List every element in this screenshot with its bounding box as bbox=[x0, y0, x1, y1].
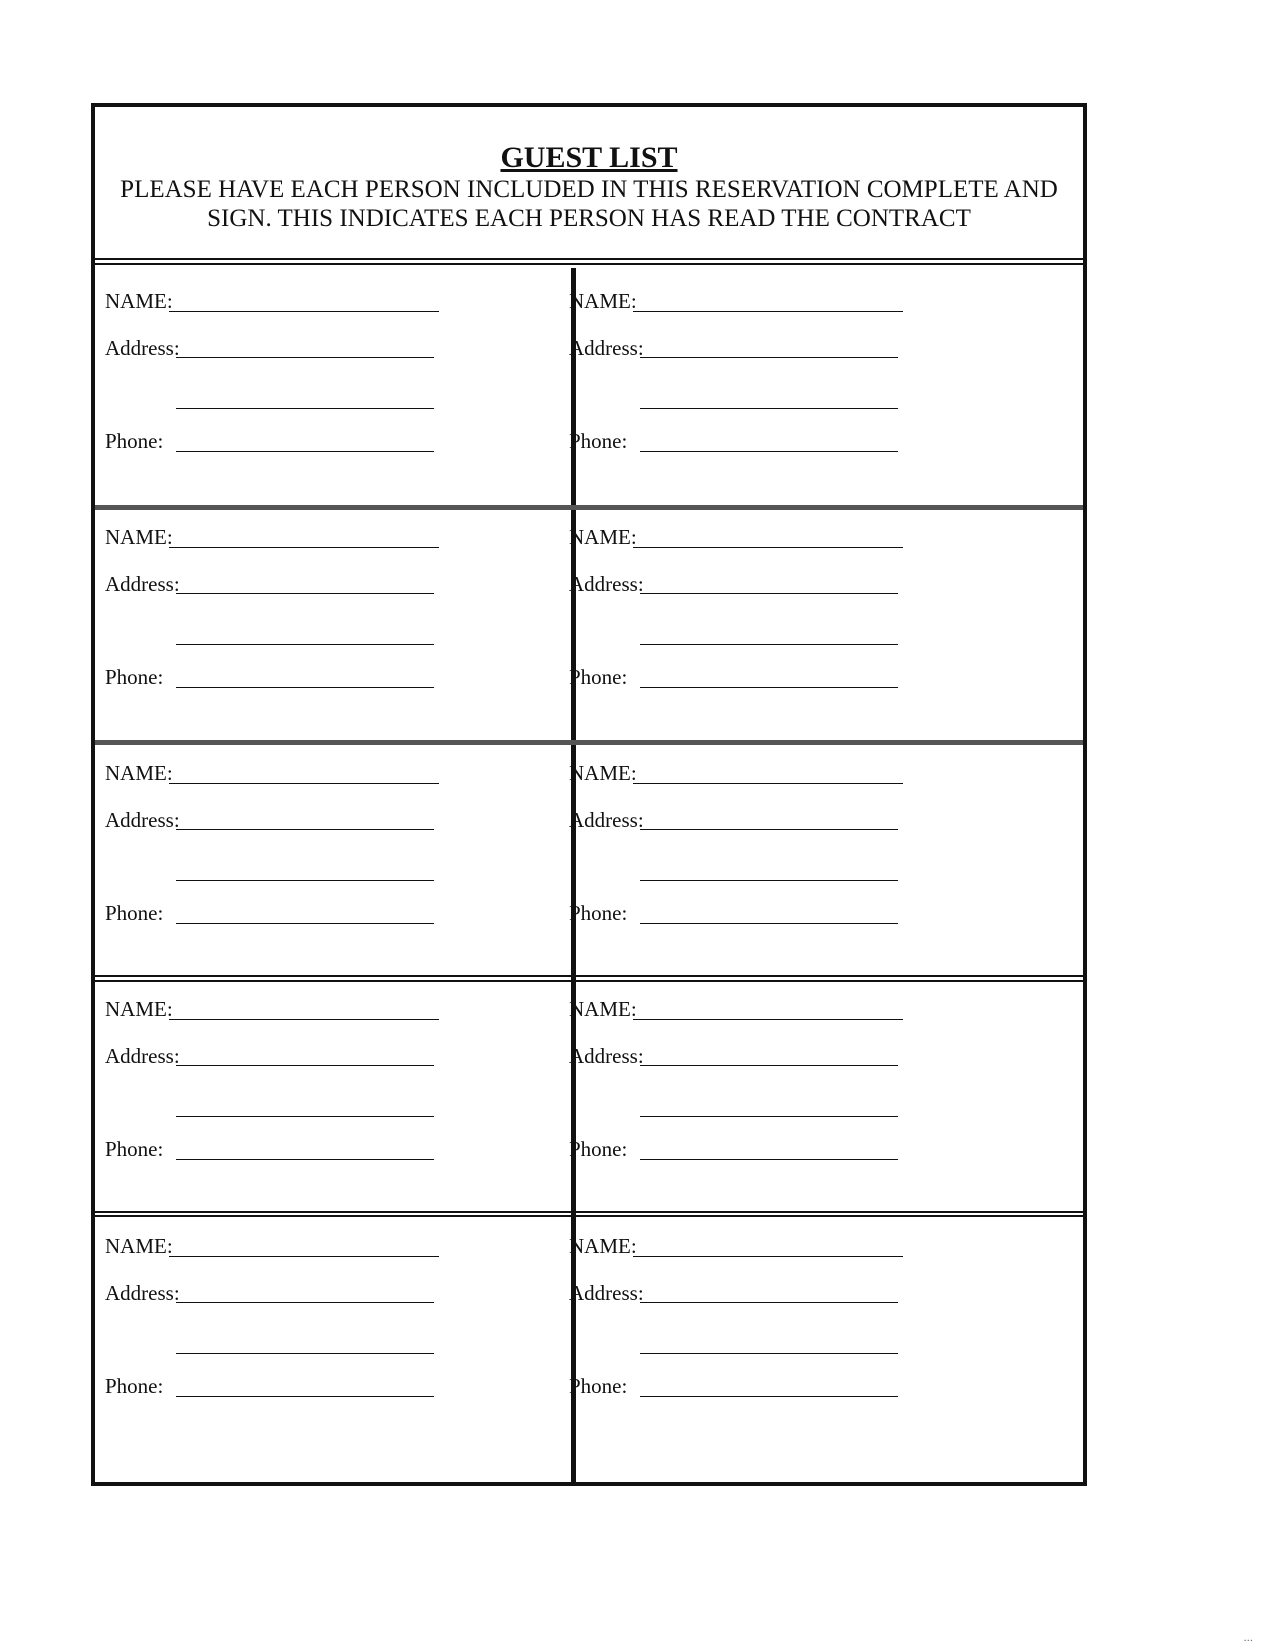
address-blank[interactable] bbox=[640, 357, 898, 358]
phone-label: Phone: bbox=[569, 901, 628, 925]
form-instructions: PLEASE HAVE EACH PERSON INCLUDED IN THIS RESERVATION COMPLETE AND SIGN. THIS INDICATES EACH PERSON HAS READ THE CONTRACT bbox=[120, 176, 1058, 232]
phone-blank[interactable] bbox=[640, 451, 898, 452]
phone-blank[interactable] bbox=[176, 451, 434, 452]
address-label: Address: bbox=[105, 572, 180, 596]
phone-label: Phone: bbox=[105, 901, 164, 925]
address-blank[interactable] bbox=[176, 593, 434, 594]
address-line-2-blank[interactable] bbox=[176, 408, 434, 409]
address-blank[interactable] bbox=[640, 1065, 898, 1066]
name-label: NAME: bbox=[105, 525, 173, 549]
name-label: NAME: bbox=[105, 761, 173, 785]
name-label: NAME: bbox=[105, 1234, 173, 1258]
address-line-2-blank[interactable] bbox=[176, 1116, 434, 1117]
name-blank[interactable] bbox=[633, 547, 903, 548]
address-line-2-blank[interactable] bbox=[640, 644, 898, 645]
guest-entry bbox=[105, 275, 565, 515]
name-label: NAME: bbox=[569, 761, 637, 785]
address-label: Address: bbox=[105, 1044, 180, 1068]
phone-label: Phone: bbox=[105, 665, 164, 689]
guest-entry bbox=[569, 747, 1029, 987]
address-blank[interactable] bbox=[176, 1302, 434, 1303]
address-line-2-blank[interactable] bbox=[640, 1353, 898, 1354]
phone-blank[interactable] bbox=[640, 1396, 898, 1397]
address-blank[interactable] bbox=[640, 1302, 898, 1303]
name-label: NAME: bbox=[569, 1234, 637, 1258]
name-blank[interactable] bbox=[633, 1019, 903, 1020]
address-line-2-blank[interactable] bbox=[640, 1116, 898, 1117]
name-blank[interactable] bbox=[169, 783, 439, 784]
name-label: NAME: bbox=[105, 289, 173, 313]
address-blank[interactable] bbox=[176, 829, 434, 830]
guest-entry bbox=[105, 511, 565, 751]
name-blank[interactable] bbox=[169, 1019, 439, 1020]
guest-entry bbox=[569, 511, 1029, 751]
address-blank[interactable] bbox=[640, 829, 898, 830]
address-label: Address: bbox=[569, 336, 644, 360]
name-blank[interactable] bbox=[169, 311, 439, 312]
form-header bbox=[95, 107, 1083, 262]
address-label: Address: bbox=[105, 1281, 180, 1305]
address-label: Address: bbox=[105, 336, 180, 360]
phone-blank[interactable] bbox=[176, 687, 434, 688]
phone-label: Phone: bbox=[569, 429, 628, 453]
address-blank[interactable] bbox=[176, 357, 434, 358]
guest-entry bbox=[105, 747, 565, 987]
phone-blank[interactable] bbox=[176, 1159, 434, 1160]
name-blank[interactable] bbox=[633, 783, 903, 784]
address-label: Address: bbox=[569, 1044, 644, 1068]
name-blank[interactable] bbox=[169, 1256, 439, 1257]
phone-label: Phone: bbox=[569, 1374, 628, 1398]
phone-label: Phone: bbox=[569, 665, 628, 689]
guest-entry bbox=[105, 1220, 565, 1460]
phone-blank[interactable] bbox=[640, 687, 898, 688]
address-label: Address: bbox=[569, 808, 644, 832]
address-line-2-blank[interactable] bbox=[176, 880, 434, 881]
phone-label: Phone: bbox=[105, 1137, 164, 1161]
phone-blank[interactable] bbox=[176, 923, 434, 924]
address-blank[interactable] bbox=[640, 593, 898, 594]
header-divider bbox=[95, 258, 1083, 260]
address-label: Address: bbox=[569, 572, 644, 596]
guest-entry bbox=[105, 983, 565, 1223]
address-label: Address: bbox=[105, 808, 180, 832]
corner-mark: ... bbox=[1243, 1633, 1253, 1644]
guest-entry bbox=[569, 983, 1029, 1223]
address-blank[interactable] bbox=[176, 1065, 434, 1066]
name-blank[interactable] bbox=[633, 311, 903, 312]
address-line-2-blank[interactable] bbox=[640, 408, 898, 409]
name-blank[interactable] bbox=[169, 547, 439, 548]
guest-list-form bbox=[91, 103, 1087, 1486]
form-title: GUEST LIST bbox=[500, 141, 678, 174]
guest-entry bbox=[569, 275, 1029, 515]
phone-blank[interactable] bbox=[640, 1159, 898, 1160]
phone-label: Phone: bbox=[105, 429, 164, 453]
phone-blank[interactable] bbox=[176, 1396, 434, 1397]
address-line-2-blank[interactable] bbox=[176, 1353, 434, 1354]
phone-blank[interactable] bbox=[640, 923, 898, 924]
name-label: NAME: bbox=[105, 997, 173, 1021]
address-label: Address: bbox=[569, 1281, 644, 1305]
name-label: NAME: bbox=[569, 289, 637, 313]
guest-entry bbox=[569, 1220, 1029, 1460]
name-label: NAME: bbox=[569, 997, 637, 1021]
name-label: NAME: bbox=[569, 525, 637, 549]
phone-label: Phone: bbox=[105, 1374, 164, 1398]
phone-label: Phone: bbox=[569, 1137, 628, 1161]
name-blank[interactable] bbox=[633, 1256, 903, 1257]
address-line-2-blank[interactable] bbox=[176, 644, 434, 645]
address-line-2-blank[interactable] bbox=[640, 880, 898, 881]
